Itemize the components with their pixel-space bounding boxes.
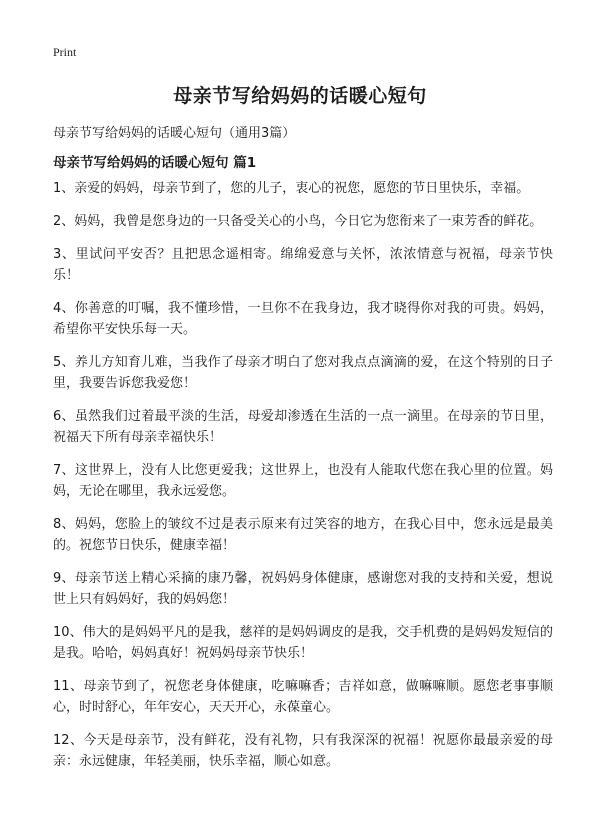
list-item: 8、妈妈，您脸上的皱纹不过是表示原来有过笑容的地方，在我心目中，您永远是最美的。祝您节日快乐，健康幸福！ [53, 517, 553, 553]
list-item: 12、今天是母亲节，没有鲜花，没有礼物，只有我深深的祝福！祝愿你最最亲爱的母亲：永远健康，年轻美丽，快乐幸福，顺心如意。 [53, 733, 553, 769]
list-item: 2、妈妈，我曾是您身边的一只备受关心的小鸟，今日它为您衔来了一束芳香的鲜花。 [53, 214, 543, 229]
greeting-list [53, 178, 553, 784]
list-item: 11、母亲节到了，祝您老身体健康，吃嘛嘛香；吉祥如意，做嘛嘛顺。愿您老事事顺心，时时舒心，年年安心，天天开心，永葆童心。 [53, 679, 553, 715]
print-link[interactable]: Print [53, 45, 77, 59]
list-item: 7、这世界上，没有人比您更爱我；这世界上，也没有人能取代您在我心里的位置。妈妈，无论在哪里，我永远爱您。 [53, 463, 553, 499]
list-item: 9、母亲节送上精心采摘的康乃馨，祝妈妈身体健康，感谢您对我的支持和关爱，想说世上只有妈妈好，我的妈妈您！ [53, 571, 553, 607]
list-item: 3、里试问平安否？且把思念遥相寄。绵绵爱意与关怀，浓浓情意与祝福，母亲节快乐！ [53, 247, 553, 283]
list-item: 1、亲爱的妈妈，母亲节到了，您的儿子，衷心的祝您，愿您的节日里快乐，幸福。 [53, 181, 530, 196]
list-item: 5、养儿方知育儿难，当我作了母亲才明白了您对我点点滴滴的爱，在这个特别的日子里，我要告诉您我爱您！ [53, 355, 553, 391]
document-subtitle: 母亲节写给妈妈的话暖心短句（通用3篇） [53, 126, 296, 141]
section-heading: 母亲节写给妈妈的话暖心短句 篇1 [53, 155, 257, 171]
list-item: 4、你善意的叮嘱，我不懂珍惜，一旦你不在我身边，我才晓得你对我的可贵。妈妈，希望你平安快乐每一天。 [53, 301, 553, 337]
list-item: 10、伟大的是妈妈平凡的是我，慈祥的是妈妈调皮的是我，交手机费的是妈妈发短信的是我。哈哈，妈妈真好！祝妈妈母亲节快乐！ [53, 625, 553, 661]
page-title: 母亲节写给妈妈的话暖心短句 [173, 85, 427, 107]
list-item: 6、虽然我们过着最平淡的生活，母爱却渗透在生活的一点一滴里。在母亲的节日里，祝福天下所有母亲幸福快乐！ [53, 409, 553, 445]
